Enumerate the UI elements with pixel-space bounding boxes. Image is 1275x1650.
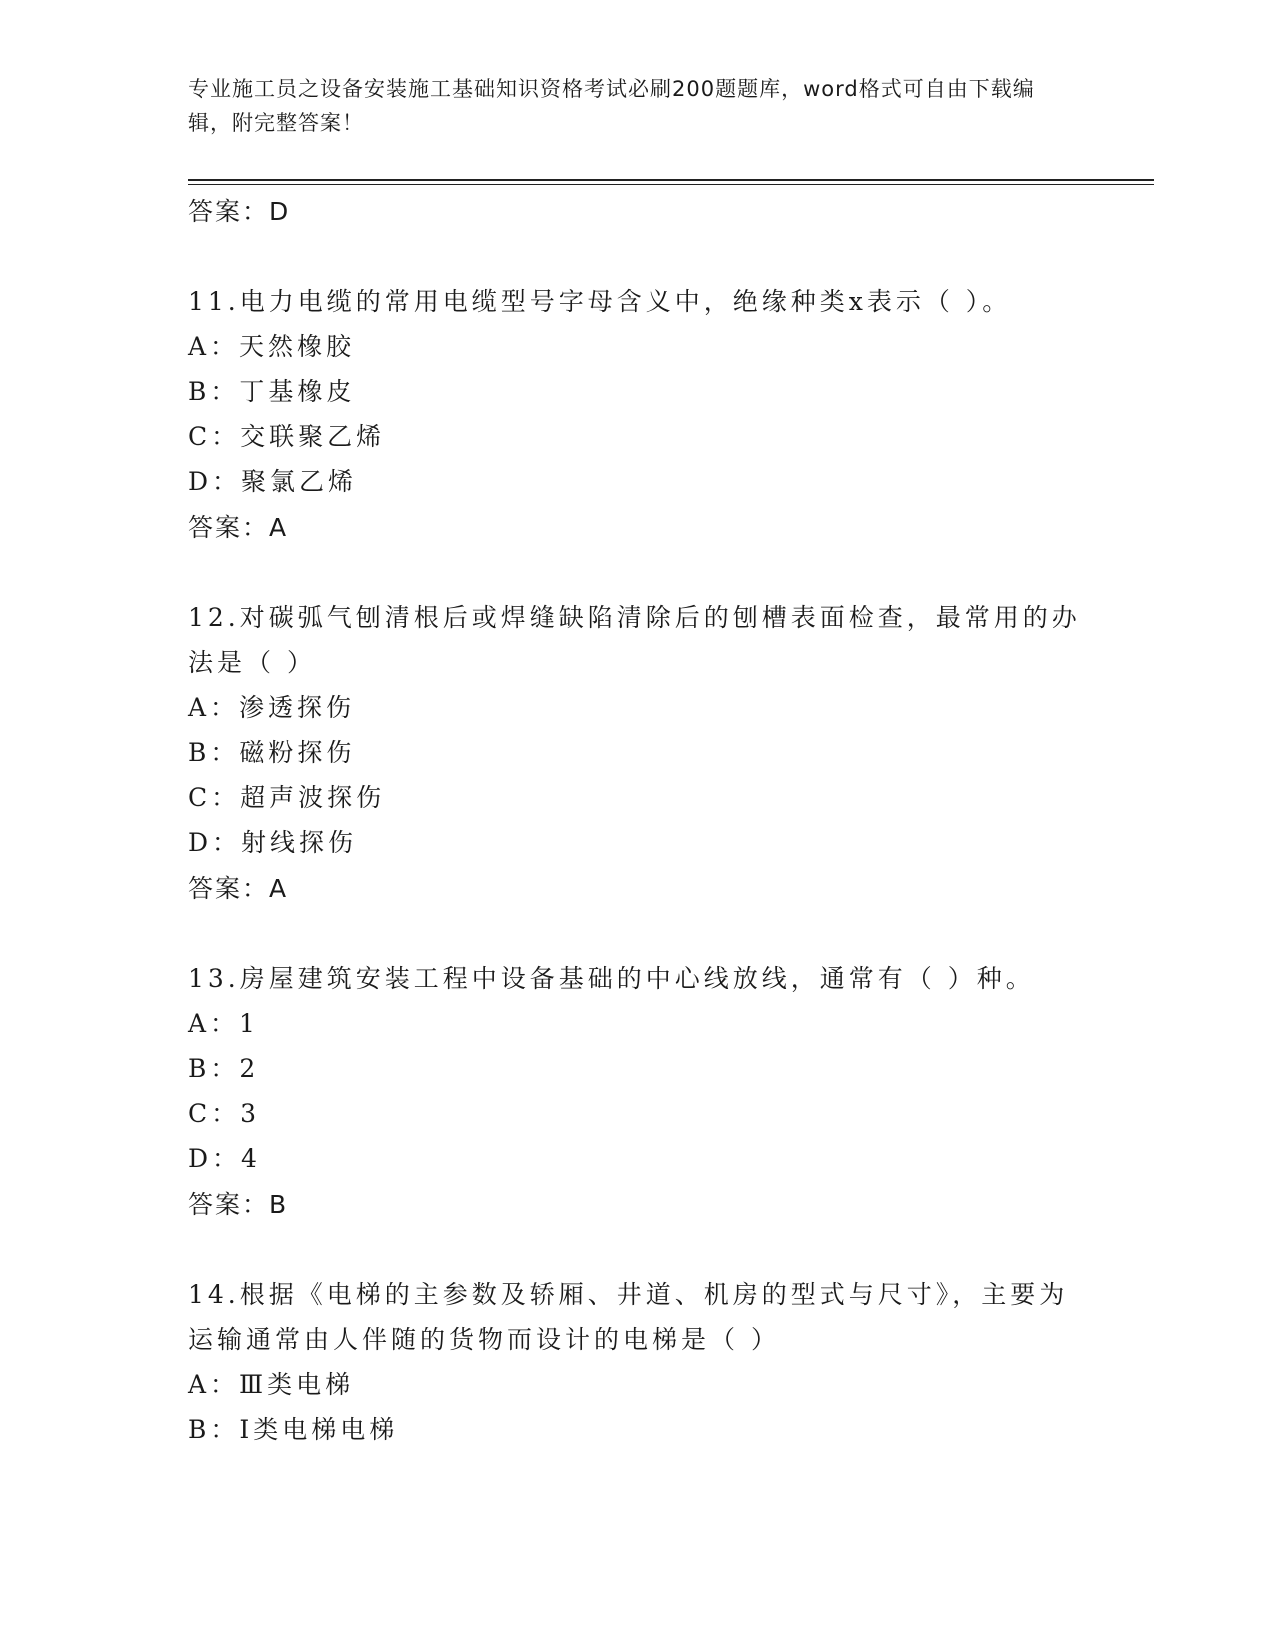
- header-divider-thin: [188, 184, 1154, 185]
- question-12-option-b: B：磁粉探伤: [188, 738, 356, 767]
- question-11-option-a: A：天然橡胶: [188, 332, 356, 361]
- question-14-text-line-1: 14.根据《电梯的主参数及轿厢、井道、机房的型式与尺寸》，主要为: [188, 1280, 1069, 1309]
- question-13-answer: 答案：B: [188, 1190, 289, 1219]
- question-11-option-d: D：聚氯乙烯: [188, 467, 358, 496]
- question-12-text-line-2: 法是（ ）: [188, 648, 316, 677]
- question-13-option-b: B：2: [188, 1054, 260, 1083]
- question-11-text: 11.电力电缆的常用电缆型号字母含义中，绝缘种类x表示（ ）。: [188, 287, 1012, 316]
- question-11-answer: 答案：A: [188, 513, 289, 542]
- question-11-option-b: B：丁基橡皮: [188, 377, 356, 406]
- question-14-text-line-2: 运输通常由人伴随的货物而设计的电梯是（ ）: [188, 1325, 780, 1354]
- document-header: 专业施工员之设备安装施工基础知识资格考试必刷200题题库，word格式可自由下载编辑，附完整答案！: [188, 77, 1035, 135]
- header-divider-thick: [188, 179, 1154, 181]
- question-14-option-b: B：Ⅰ类电梯电梯: [188, 1415, 399, 1444]
- question-12-option-d: D：射线探伤: [188, 828, 358, 857]
- question-12-answer: 答案：A: [188, 874, 289, 903]
- question-12-option-c: C：超声波探伤: [188, 783, 386, 812]
- question-12-text-line-1: 12.对碳弧气刨清根后或焊缝缺陷清除后的刨槽表面检查，最常用的办: [188, 603, 1081, 632]
- question-13-text: 13.房屋建筑安装工程中设备基础的中心线放线，通常有（ ）种。: [188, 964, 1035, 993]
- question-13-option-d: D：4: [188, 1144, 261, 1173]
- question-13-option-c: C：3: [188, 1099, 261, 1128]
- question-11-option-c: C：交联聚乙烯: [188, 422, 386, 451]
- question-12-option-a: A：渗透探伤: [188, 693, 356, 722]
- answer-prev: 答案：D: [188, 197, 291, 226]
- question-14-option-a: A：Ⅲ类电梯: [188, 1370, 355, 1399]
- question-13-option-a: A：1: [188, 1009, 259, 1038]
